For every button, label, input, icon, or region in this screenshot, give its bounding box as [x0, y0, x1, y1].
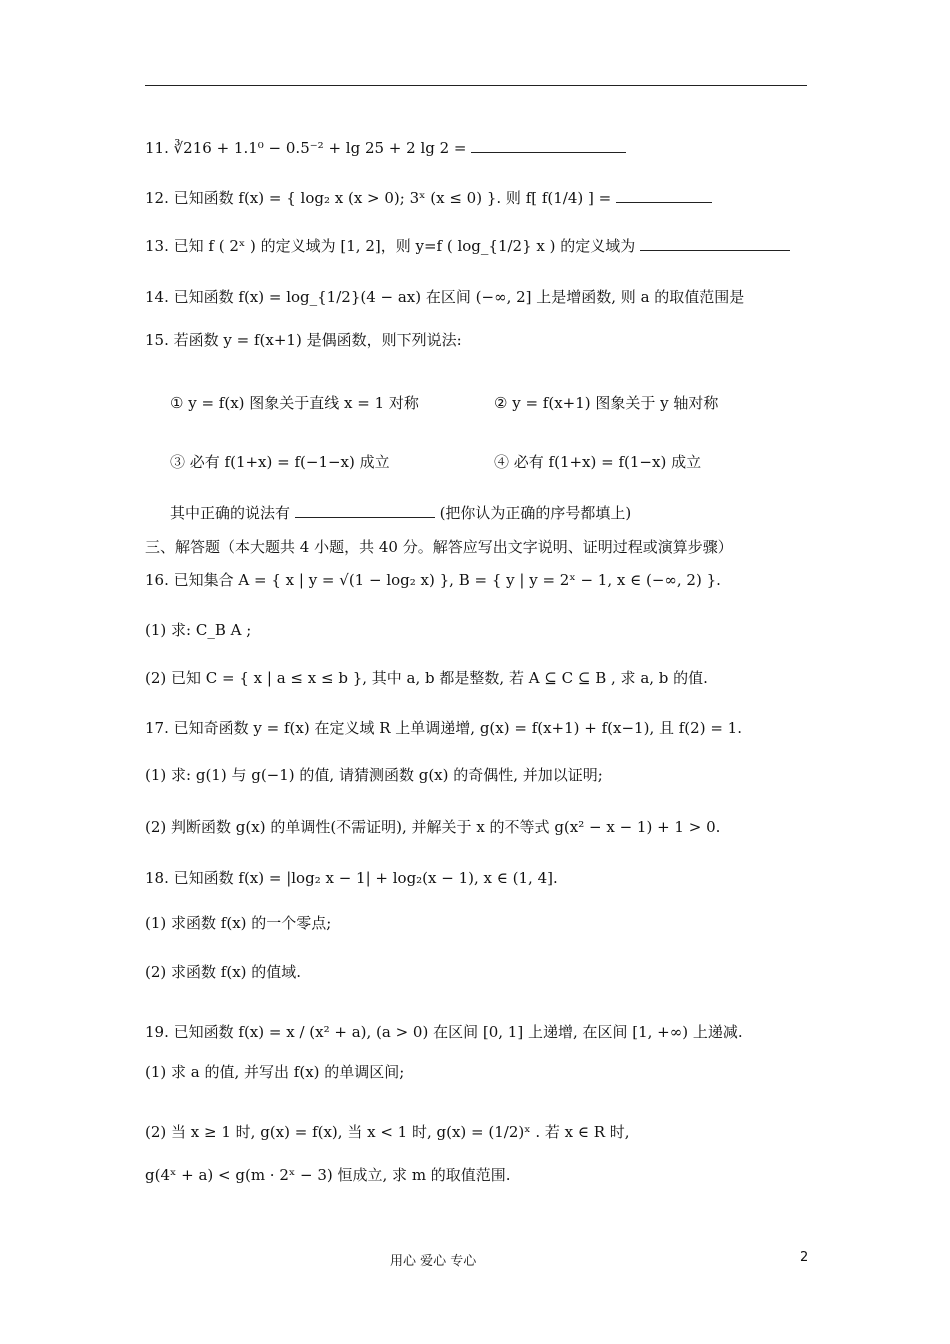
- question-15-note: (把你认为正确的序号都填上): [439, 504, 632, 522]
- question-15-answer: [170, 503, 631, 523]
- page-number: 2: [800, 1250, 809, 1265]
- answer-blank: [640, 236, 790, 251]
- question-17: 17. 已知奇函数 y = f(x) 在定义域 R 上单调递增, g(x) = f(x+1) + f(x−1), 且 f(2) = 1.: [145, 719, 742, 737]
- question-15: [145, 330, 462, 350]
- question-13-text: 13. 已知 f ( 2ˣ ) 的定义域为 [1, 2]，则 y=f ( log_{1/2} x ) 的定义域为: [145, 237, 636, 255]
- answer-blank: [616, 188, 712, 203]
- question-17-part-1: (1) 求: g(1) 与 g(−1) 的值, 请猜测函数 g(x) 的奇偶性, 并加以证明;: [145, 766, 603, 784]
- question-11-text: 11. ∛216 + 1.1⁰ − 0.5⁻² + lg 25 + 2 lg 2 =: [145, 139, 467, 157]
- question-12: [145, 188, 712, 208]
- question-19-part-1: (1) 求 a 的值, 并写出 f(x) 的单调区间;: [145, 1063, 405, 1081]
- question-15-answer-text: 其中正确的说法有: [170, 504, 291, 522]
- question-19-part-3: g(4ˣ + a) < g(m · 2ˣ − 3) 恒成立, 求 m 的取值范围.: [145, 1166, 511, 1184]
- question-17-part-2: (2) 判断函数 g(x) 的单调性(不需证明), 并解关于 x 的不等式 g(x² − x − 1) + 1 > 0.: [145, 818, 721, 836]
- question-11: [145, 138, 626, 158]
- question-19-part-2: (2) 当 x ≥ 1 时, g(x) = f(x), 当 x < 1 时, g(x) = (1/2)ˣ . 若 x ∈ R 时,: [145, 1123, 630, 1141]
- question-15-text: 15. 若函数 y = f(x+1) 是偶函数，则下列说法:: [145, 331, 462, 349]
- question-19: 19. 已知函数 f(x) = x / (x² + a), (a > 0) 在区间 [0, 1] 上递增, 在区间 [1, +∞) 上递减.: [145, 1023, 743, 1041]
- answer-blank: [471, 138, 626, 153]
- question-15-option-3: ③ 必有 f(1+x) = f(−1−x) 成立: [170, 453, 390, 471]
- question-16-part-1: (1) 求: C_B A ;: [145, 621, 252, 639]
- question-14: [145, 287, 744, 307]
- question-12-text: 12. 已知函数 f(x) = { log₂ x (x > 0); 3ˣ (x ≤ 0) }. 则 f[ f(1/4) ] =: [145, 189, 612, 207]
- question-16: 16. 已知集合 A = { x | y = √(1 − log₂ x) }, B = { y | y = 2ˣ − 1, x ∈ (−∞, 2) }.: [145, 571, 721, 589]
- question-15-option-1: ① y = f(x) 图象关于直线 x = 1 对称: [170, 394, 419, 412]
- question-13: [145, 236, 790, 256]
- question-18-part-1: (1) 求函数 f(x) 的一个零点;: [145, 914, 332, 932]
- question-16-part-2: (2) 已知 C = { x | a ≤ x ≤ b }, 其中 a, b 都是整数, 若 A ⊆ C ⊆ B , 求 a, b 的值.: [145, 669, 708, 687]
- question-15-option-2: ② y = f(x+1) 图象关于 y 轴对称: [494, 394, 719, 412]
- question-15-option-4: ④ 必有 f(1+x) = f(1−x) 成立: [494, 453, 702, 471]
- question-14-text: 14. 已知函数 f(x) = log_{1/2}(4 − ax) 在区间 (−∞, 2] 上是增函数, 则 a 的取值范围是: [145, 288, 745, 306]
- question-18-part-2: (2) 求函数 f(x) 的值域.: [145, 963, 302, 981]
- footer-motto: 用心 爱心 专心: [390, 1254, 477, 1269]
- header-rule: [145, 85, 807, 86]
- answer-blank: [295, 503, 435, 518]
- question-18: 18. 已知函数 f(x) = |log₂ x − 1| + log₂(x − 1), x ∈ (1, 4].: [145, 869, 558, 887]
- section-3-heading: 三、解答题（本大题共 4 小题，共 40 分。解答应写出文字说明、证明过程或演算步骤）: [145, 538, 733, 556]
